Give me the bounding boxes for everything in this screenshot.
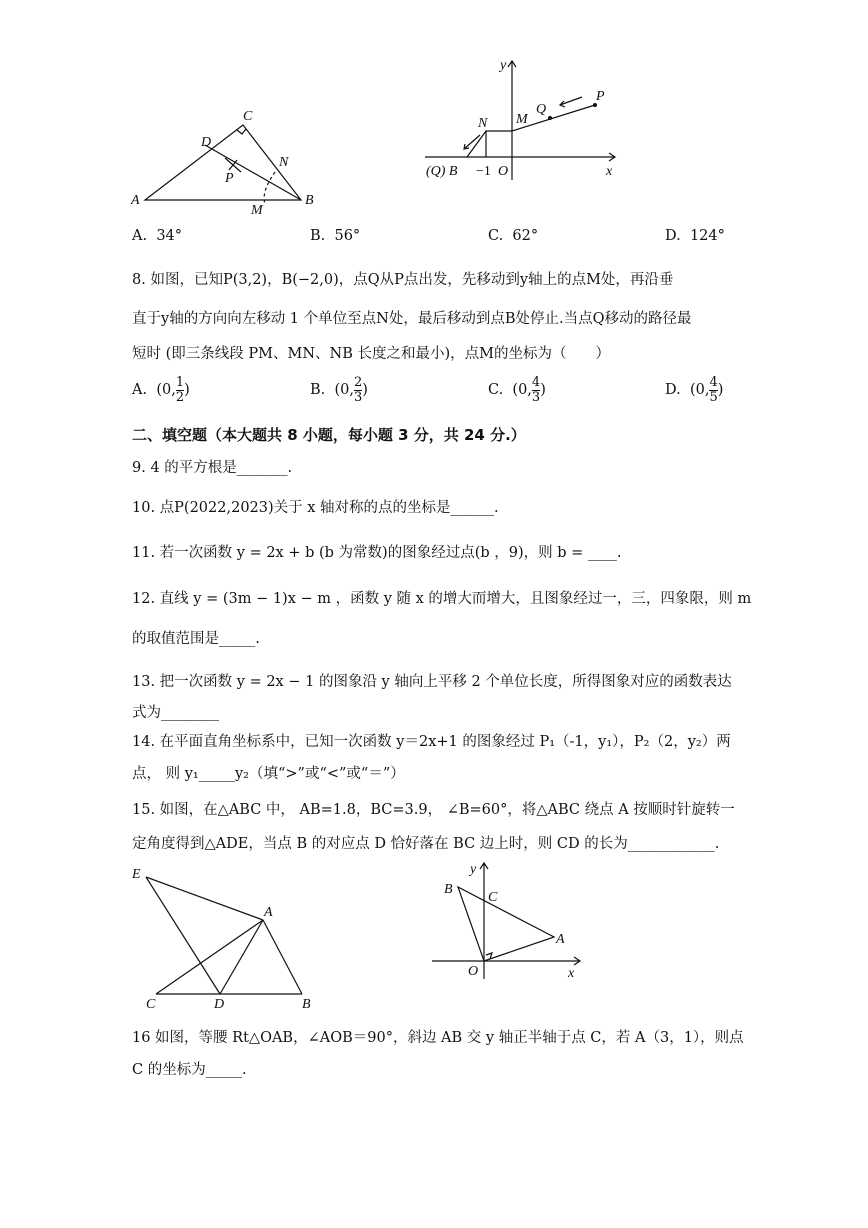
label-qb: (Q) B — [426, 164, 458, 179]
q14-line1: 14. 在平面直角坐标系中，已知一次函数 y＝2x+1 的图象经过 P₁（-1，y₁），P₂（2，y₂）两 — [132, 734, 731, 750]
q13-line1: 13. 把一次函数 y = 2x − 1 的图象沿 y 轴向上平移 2 个单位长度，所得图象对应的函数表达 — [132, 674, 732, 690]
triangle-oab — [458, 887, 554, 961]
q8-option-d: D. (0, $\frac{4}{5}$ ) — [665, 375, 724, 405]
label-y: y — [500, 58, 507, 73]
label-e: E — [132, 867, 141, 882]
q11-text: 11. 若一次函数 y = 2x + b (b 为常数)的图象经过点(b ，9)，则 b = ____. — [132, 545, 622, 561]
label-n: N — [279, 155, 289, 170]
segment-ea — [146, 877, 263, 920]
q8-option-c: C. (0, $\frac{4}{3}$ ) — [488, 375, 546, 405]
label-a4: A — [556, 932, 565, 947]
q16-line2: C 的坐标为_____. — [132, 1062, 247, 1078]
label-b3: B — [302, 997, 311, 1012]
q7-option-d: D. 124° — [665, 228, 725, 244]
q13-line2: 式为________ — [132, 705, 219, 721]
q7-option-c: C. 62° — [488, 228, 539, 244]
label-b4: B — [444, 882, 453, 897]
label-d3: D — [214, 997, 225, 1012]
label-m2: M — [516, 112, 528, 127]
q12-line1: 12. 直线 y = (3m − 1)x − m ，函数 y 随 x 的增大而增大，且图象经过一，三，四象限，则 m — [132, 591, 752, 607]
segment-ab — [263, 920, 302, 994]
label-q: Q — [536, 102, 547, 117]
q8-line1: 8. 如图，已知P(3,2)，B(−2,0)，点Q从P点出发，先移动到y轴上的点M处，再沿垂 — [132, 272, 674, 288]
q14-line2: 点， 则 y₁_____y₂（填“>”或“<”或“＝”） — [132, 766, 405, 782]
q15-line1: 15. 如图，在△ABC 中， AB=1.8，BC=3.9， ∠B=60°，将△ABC 绕点 A 按顺时针旋转一 — [132, 802, 735, 818]
arc-mn — [264, 172, 275, 204]
q15-figure — [128, 862, 328, 1012]
label-c4: C — [488, 890, 498, 905]
segment-bd — [205, 145, 301, 200]
right-angle-mark — [237, 129, 246, 134]
segment-ca — [156, 920, 263, 994]
q15-line2: 定角度得到△ADE，当点 B 的对应点 D 恰好落在 BC 边上时，则 CD 的长为____________. — [132, 836, 720, 852]
q7-figure-axes — [420, 55, 630, 185]
label-neg1: −1 — [476, 164, 491, 179]
label-c: C — [243, 109, 253, 124]
label-c3: C — [146, 997, 156, 1012]
label-a3: A — [264, 905, 273, 920]
label-b: B — [305, 193, 314, 208]
label-p: P — [225, 171, 234, 186]
label-p2: P — [596, 89, 605, 104]
q7-figure-triangle — [125, 100, 325, 220]
label-n2: N — [478, 116, 488, 131]
section2-title: 二、填空题（本大题共 8 小题，每小题 3 分，共 24 分.） — [132, 426, 526, 444]
label-y2: y — [470, 862, 477, 877]
q8-option-a: A. (0, $\frac{1}{2}$ ) — [132, 375, 190, 405]
q8-option-b: B. (0, $\frac{2}{3}$ ) — [310, 375, 368, 405]
q9-text: 9. 4 的平方根是_______. — [132, 460, 293, 476]
q7-option-b: B. 56° — [310, 228, 361, 244]
label-x: x — [606, 164, 613, 179]
segment-ed — [146, 877, 220, 994]
q8-line2: 直于y轴的方向向左移动 1 个单位至点N处，最后移动到点B处停止.当点Q移动的路径最 — [132, 311, 692, 327]
q16-figure — [430, 857, 590, 987]
q10-text: 10. 点P(2022,2023)关于 x 轴对称的点的坐标是______. — [132, 500, 499, 516]
q12-line2: 的取值范围是_____. — [132, 631, 260, 647]
q16-line1: 16 如图，等腰 Rt△OAB，∠AOB＝90°，斜边 AB 交 y 轴正半轴于点 C，若 A（3，1），则点 — [132, 1030, 744, 1046]
segment-ad — [220, 920, 263, 994]
q8-line3: 短时 (即三条线段 PM、MN、NB 长度之和最小)，点M的坐标为（ ） — [132, 346, 610, 362]
label-m: M — [251, 203, 263, 218]
label-d: D — [201, 135, 212, 150]
label-o2: O — [468, 964, 479, 979]
label-a: A — [131, 193, 140, 208]
triangle-abc — [145, 125, 301, 200]
label-x2: x — [568, 966, 575, 981]
label-o: O — [498, 164, 509, 179]
q7-option-a: A. 34° — [132, 228, 183, 244]
